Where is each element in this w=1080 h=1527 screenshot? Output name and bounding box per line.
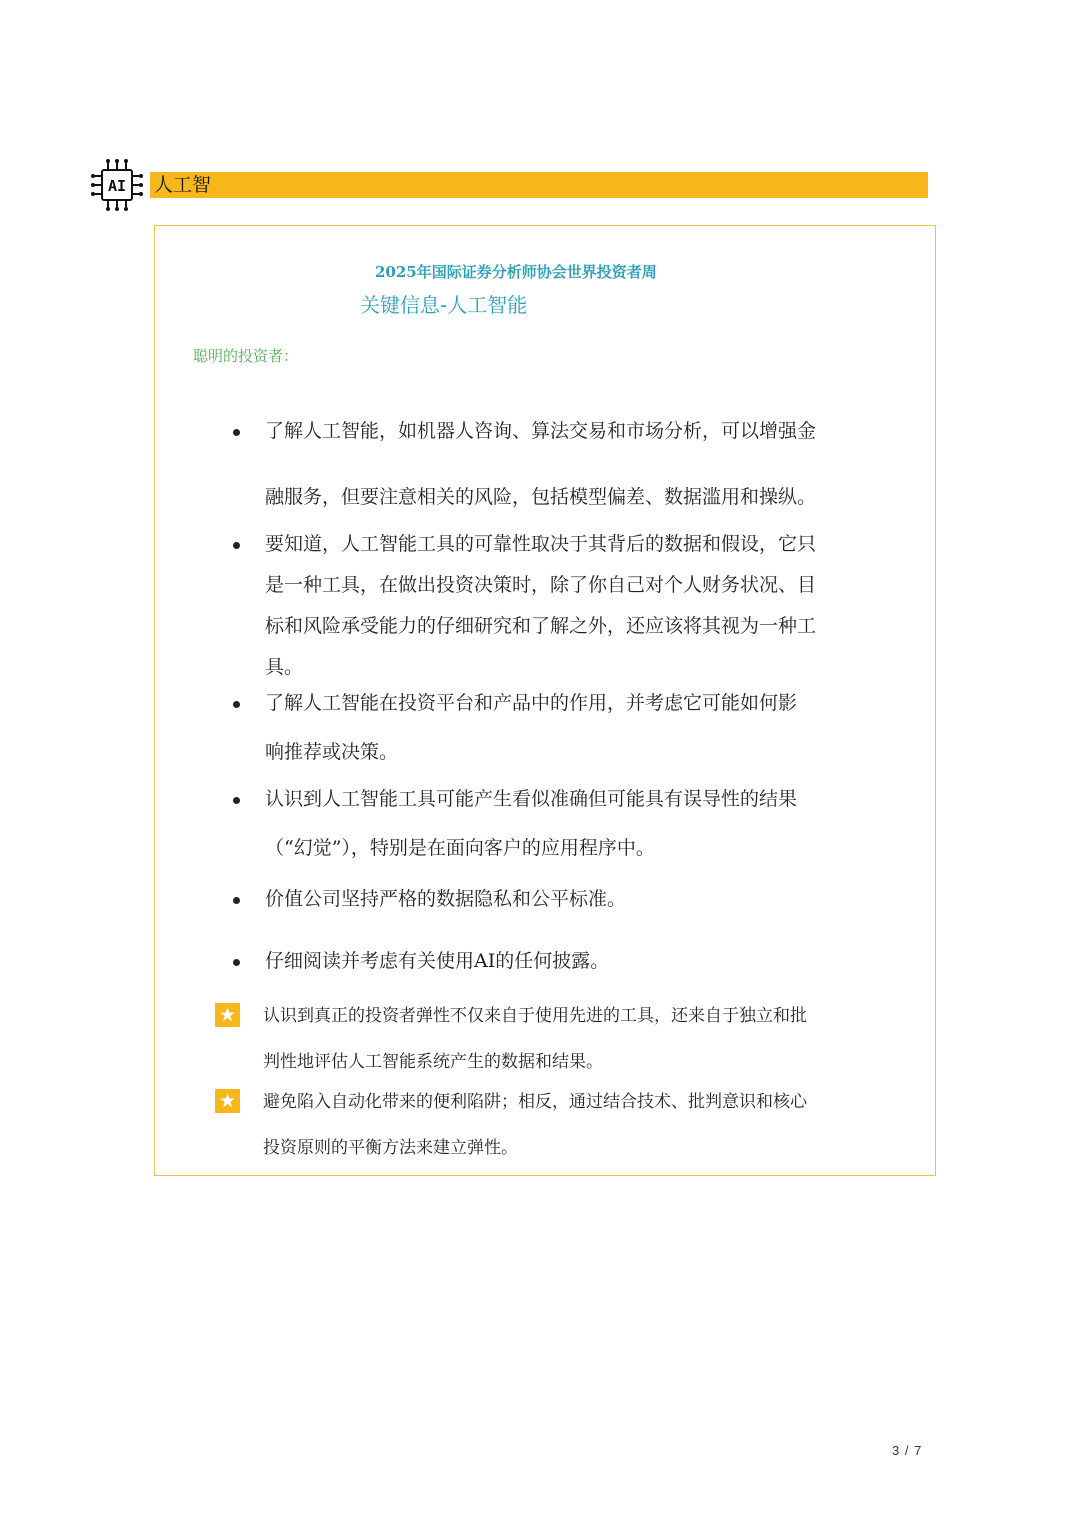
bullet-line: 要知道，人工智能工具的可靠性取决于其背后的数据和假设，它只 xyxy=(265,533,817,555)
ai-chip-label: AI xyxy=(107,177,127,195)
key-messages-box xyxy=(154,225,936,1176)
star-line: 认识到真正的投资者弹性不仅来自于使用先进的工具，还来自于独立和批 xyxy=(263,1006,807,1026)
bullet-line: 了解人工智能在投资平台和产品中的作用，并考虑它可能如何影 xyxy=(265,692,798,714)
star-line: 避免陷入自动化带来的便利陷阱；相反，通过结合技术、批判意识和核心 xyxy=(263,1092,807,1112)
bullet-line: 响推荐或决策。 xyxy=(265,741,399,763)
box-title: 2025年国际证券分析师协会世界投资者周 xyxy=(375,263,657,281)
star-icon: ★ xyxy=(215,1089,240,1113)
bullet-dot-icon xyxy=(233,429,240,436)
bullet-line: 标和风险承受能力的仔细研究和了解之外，还应该将其视为一种工 xyxy=(265,615,817,637)
bullet-line: 融服务，但要注意相关的风险，包括模型偏差、数据滥用和操纵。 xyxy=(265,486,817,508)
box-intro: 聪明的投资者： xyxy=(193,347,299,365)
bullet-line: 认识到人工智能工具可能产生看似准确但可能具有误导性的结果 xyxy=(265,788,798,810)
bullet-dot-icon xyxy=(233,542,240,549)
star-line: 投资原则的平衡方法来建立弹性。 xyxy=(263,1138,518,1158)
bullet-dot-icon xyxy=(233,797,240,804)
star-line: 判性地评估人工智能系统产生的数据和结果。 xyxy=(263,1052,603,1072)
bullet-line: 价值公司坚持严格的数据隐私和公平标准。 xyxy=(265,888,627,910)
bullet-dot-icon xyxy=(233,897,240,904)
bullet-line: 具。 xyxy=(265,656,304,678)
bullet-line: 仔细阅读并考虑有关使用AI的任何披露。 xyxy=(265,950,610,972)
section-header-bar xyxy=(150,172,928,198)
star-icon: ★ xyxy=(215,1003,240,1027)
bullet-dot-icon xyxy=(233,701,240,708)
page-number: 3 / 7 xyxy=(892,1443,923,1458)
bullet-line: 了解人工智能，如机器人咨询、算法交易和市场分析，可以增强金 xyxy=(265,420,817,442)
ai-chip-icon xyxy=(90,158,144,212)
box-subtitle: 关键信息-人工智能 xyxy=(360,293,528,317)
section-title: 人工智 xyxy=(154,174,212,196)
bullet-dot-icon xyxy=(233,959,240,966)
bullet-line: （“幻觉”），特别是在面向客户的应用程序中。 xyxy=(265,837,655,859)
bullet-line: 是一种工具，在做出投资决策时，除了你自己对个人财务状况、目 xyxy=(265,574,817,596)
